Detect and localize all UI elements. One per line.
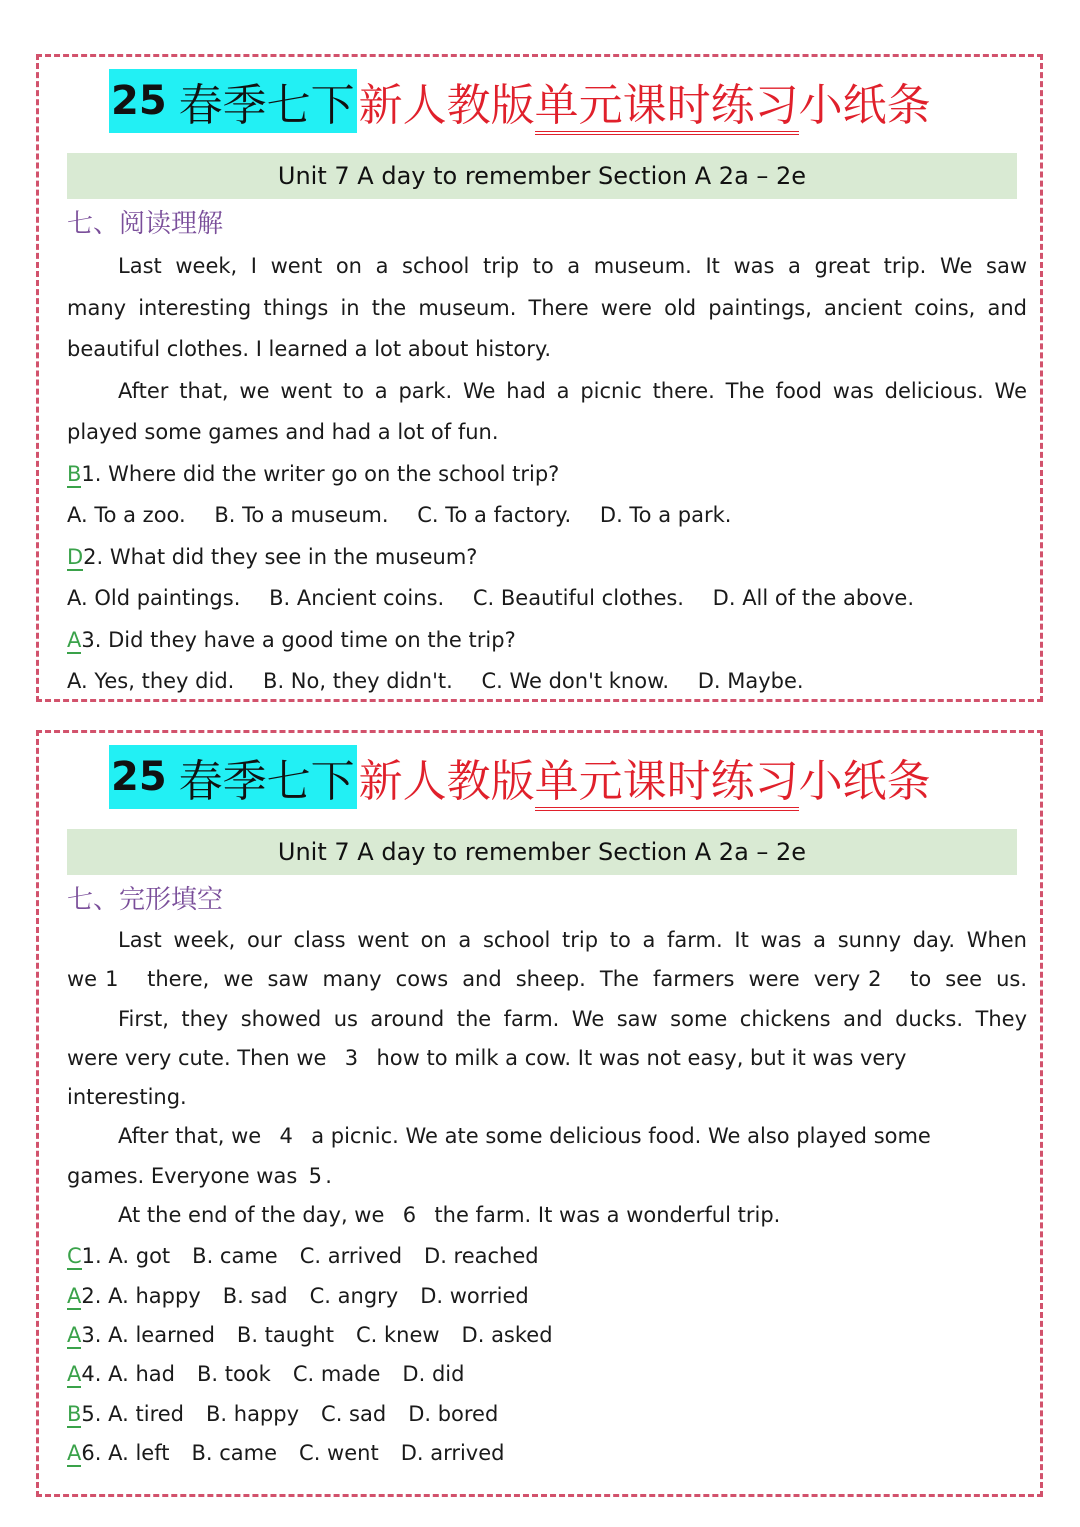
answer-mark: A [67,1440,82,1465]
cloze-item [67,1434,1027,1473]
option: B. sad [222,1283,288,1308]
title-season: 春季七下 [178,756,355,807]
option: A. Old paintings. [67,586,241,610]
cloze-item [67,1316,1027,1355]
question [67,537,1027,579]
title-red-text [357,69,931,133]
passage-text: there, we saw many cows and sheep. The farmers were very [147,967,861,992]
option: D. Maybe. [697,669,804,693]
title-red-part-c: 小纸条 [798,80,931,131]
answer-mark: B [67,461,82,486]
passage-text: how to milk a cow. It was not easy, but it was very [376,1045,907,1070]
cloze-item [67,1237,1027,1276]
option: B. happy [206,1401,300,1426]
passage-text: After that, we [118,1124,262,1149]
option: D. bored [408,1401,499,1426]
question [67,454,1027,496]
item-number: 2. [81,1283,102,1308]
item-number: 6. [81,1440,102,1465]
cloze-item [67,1355,1027,1394]
option: C. arrived [299,1244,403,1269]
answer-mark: D [67,544,84,569]
cloze-item [67,1277,1027,1316]
option: D. All of the above. [712,586,915,610]
option: B. taught [236,1322,334,1347]
question-text: 2. What did they see in the museum? [83,544,478,569]
passage-text: At the end of the day, we [118,1203,385,1228]
option: A. got [108,1244,171,1269]
option: A. had [108,1362,175,1387]
title-red-part-a: 新人教版 [358,756,535,807]
option: D. To a park. [599,503,732,527]
answer-mark: A [67,1362,82,1387]
worksheet-title [109,745,931,809]
passage-text: . [325,1163,332,1188]
passage-line: interesting. [67,1085,187,1110]
option: C. We don't know. [481,669,669,693]
option: C. Beautiful clothes. [472,586,684,610]
worksheet-card-cloze [36,730,1043,1497]
option: A. tired [108,1401,184,1426]
option: D. asked [461,1322,553,1347]
option: C. angry [309,1283,399,1308]
question-options [67,495,1027,537]
item-number: 1. [81,1244,102,1269]
passage-line: played some games and had a lot of fun. [67,420,499,444]
passage-text: were very cute. Then we [67,1045,327,1070]
item-number: 3. [81,1322,102,1347]
title-red-part-b: 单元课时练习 [535,80,799,135]
section-heading: 七、完形填空 [67,885,224,915]
passage-line [67,1117,1027,1156]
passage-line: beautiful clothes. I learned a lot about history. [67,337,551,361]
title-red-part-b: 单元课时练习 [535,756,799,811]
passage-line [67,1039,1027,1078]
question-options [67,661,1027,703]
blank-number: 6 [402,1203,417,1228]
option: B. Ancient coins. [269,586,445,610]
passage-text: we [67,967,98,992]
title-number: 25 [111,754,167,800]
passage-line [67,1157,1027,1196]
option: B. To a museum. [214,503,389,527]
passage-line: First, they showed us around the farm. We saw some chickens and ducks. They [118,1006,1027,1031]
answer-mark: C [67,1244,82,1269]
answer-mark: A [67,1322,82,1347]
title-red-text [357,745,931,809]
passage-line: Last week, our class went on a school trip to a farm. It was a sunny day. When [118,928,1027,952]
title-red-part-a: 新人教版 [358,80,535,131]
blank-number: 2 [868,967,882,992]
passage-line: many interesting things in the museum. There were old paintings, ancient coins, and [67,295,1027,320]
unit-subtitle: Unit 7 A day to remember Section A 2a – 2e [67,829,1017,875]
question [67,620,1027,662]
answer-mark: A [67,627,82,652]
cloze-item [67,1395,1027,1434]
answer-mark: A [67,1283,82,1308]
blank-number: 5 [308,1163,322,1188]
passage-line: After that, we went to a park. We had a picnic there. The food was delicious. We [118,378,1027,403]
option: B. No, they didn't. [263,669,453,693]
title-highlight [109,745,357,809]
option: C. sad [321,1401,387,1426]
passage-text: a picnic. We ate some delicious food. We also played some [311,1124,931,1149]
option: D. did [402,1362,465,1387]
blank-number: 4 [279,1124,293,1149]
option: B. took [196,1362,271,1387]
passage-text: games. Everyone was [67,1163,298,1188]
worksheet-card-reading [36,54,1043,702]
option: A. left [108,1440,170,1465]
passage-text: the farm. It was a wonderful trip. [434,1203,781,1228]
cloze-body [67,921,1027,1473]
option: D. arrived [400,1440,505,1465]
worksheet-title [109,69,931,133]
passage-text: to see us. [910,967,1028,992]
question-text: 1. Where did the writer go on the school trip? [81,461,560,486]
answer-mark: B [67,1401,82,1426]
title-highlight [109,69,357,133]
option: B. came [192,1244,278,1269]
section-heading: 七、阅读理解 [67,209,224,239]
blank-number: 3 [344,1045,359,1070]
option: D. reached [424,1244,539,1269]
item-number: 4. [81,1362,102,1387]
item-number: 5. [81,1401,102,1426]
option: C. went [299,1440,379,1465]
passage-line [67,960,1027,999]
question-text: 3. Did they have a good time on the trip? [81,627,516,652]
question-options [67,578,1027,620]
title-red-part-c: 小纸条 [798,756,931,807]
blank-number: 1 [105,967,119,992]
passage-line [67,1196,1027,1235]
option: C. made [292,1362,381,1387]
option: C. To a factory. [417,503,572,527]
option: A. Yes, they did. [67,669,235,693]
option: B. came [191,1440,278,1465]
passage-line: Last week, I went on a school trip to a museum. It was a great trip. We saw [118,254,1027,278]
unit-subtitle: Unit 7 A day to remember Section A 2a – 2e [67,153,1017,199]
option: A. To a zoo. [67,503,186,527]
option: A. happy [108,1283,201,1308]
option: A. learned [108,1322,215,1347]
option: C. knew [355,1322,440,1347]
title-number: 25 [111,78,167,124]
option: D. worried [420,1283,529,1308]
title-season: 春季七下 [178,80,355,131]
reading-body [67,246,1027,703]
